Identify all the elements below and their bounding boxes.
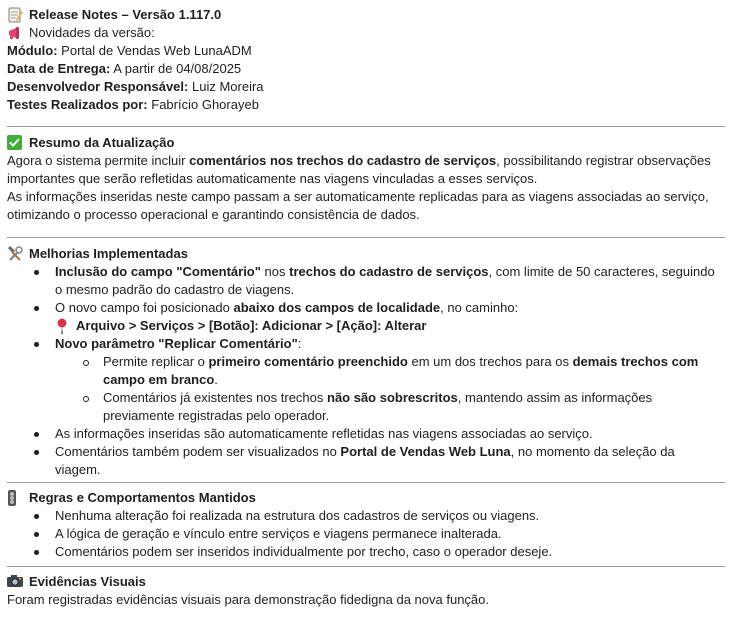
text: Agora o sistema permite incluir xyxy=(7,153,190,168)
page-title: Release Notes – Versão 1.117.0 xyxy=(29,7,222,22)
news-label: Novidades da versão: xyxy=(29,25,155,40)
field-label: Desenvolvedor Responsável: xyxy=(7,79,189,94)
field-value: Fabrício Ghorayeb xyxy=(151,97,259,112)
field-delivery-date xyxy=(7,60,725,78)
list-item xyxy=(7,443,725,479)
menu-path xyxy=(7,317,725,335)
text: O novo campo foi posicionado xyxy=(55,300,234,315)
evidence-heading xyxy=(7,573,725,591)
field-tester xyxy=(7,96,725,114)
divider xyxy=(7,237,725,238)
pushpin-icon xyxy=(55,318,71,332)
rules-heading xyxy=(7,489,725,507)
text-bold: abaixo dos campos de localidade xyxy=(233,300,441,315)
field-value: Portal de Vendas Web LunaADM xyxy=(61,43,252,58)
memo-icon xyxy=(7,7,23,21)
list-item xyxy=(7,335,725,353)
text-bold: Portal de Vendas Web Luna xyxy=(340,444,511,459)
text: : xyxy=(297,336,302,351)
text: Comentários já existentes nos trechos xyxy=(103,390,327,405)
text: Permite replicar o xyxy=(103,354,209,369)
text: , no momento da seleção da viagem. xyxy=(55,444,675,477)
check-mark-icon xyxy=(7,135,23,149)
improvements-list-end xyxy=(7,425,725,479)
summary-heading xyxy=(7,134,725,152)
text: nos xyxy=(260,264,290,279)
text-bold: Inclusão do campo "Comentário" xyxy=(55,264,261,279)
section-title: Regras e Comportamentos Mantidos xyxy=(29,490,256,505)
field-value: Luiz Moreira xyxy=(191,79,264,94)
list-item: As informações inseridas são automaticamente refletidas nas viagens associadas ao serviço. xyxy=(7,425,725,443)
text-bold: Novo parâmetro "Replicar Comentário" xyxy=(55,336,298,351)
field-value: A partir de 04/08/2025 xyxy=(113,61,242,76)
list-item: A lógica de geração e vínculo entre serviços e viagens permanece inalterada. xyxy=(7,525,725,543)
list-item: Comentários podem ser inseridos individualmente por trecho, caso o operador deseje. xyxy=(7,543,725,561)
traffic-light-icon xyxy=(7,490,23,504)
text-bold: demais trechos com campo em branco xyxy=(103,354,699,387)
field-label: Data de Entrega: xyxy=(7,61,111,76)
sub-list xyxy=(7,353,725,425)
news-row xyxy=(7,24,725,42)
improvements-list xyxy=(7,263,725,317)
section-title: Melhorias Implementadas xyxy=(29,246,188,261)
evidence-text: Foram registradas evidências visuais para demonstração fidedigna da nova função. xyxy=(7,592,489,607)
list-item xyxy=(7,299,725,317)
text-bold: primeiro comentário preenchido xyxy=(208,354,408,369)
improvements-heading xyxy=(7,245,725,263)
field-developer xyxy=(7,78,725,96)
list-item xyxy=(7,263,725,299)
text-bold: comentários nos trechos do cadastro de serviços xyxy=(189,153,497,168)
summary-paragraph-2: As informações inseridas neste campo passam a ser automaticamente replicadas para as viagens associadas ao serviço, otimizando o processo operacional e garantindo consistência de dados. xyxy=(7,189,709,222)
release-notes-document xyxy=(7,6,725,609)
text: , no caminho: xyxy=(440,300,519,315)
divider xyxy=(7,566,725,567)
list-item: Nenhuma alteração foi realizada na estrutura dos cadastros de serviços ou viagens. xyxy=(7,507,725,525)
title-row xyxy=(7,6,725,24)
hammer-wrench-icon xyxy=(7,246,23,260)
text: , com limite de 50 caracteres, seguindo o mesmo padrão do cadastro de viagens. xyxy=(55,264,715,297)
text-bold: não são sobrescritos xyxy=(327,390,458,405)
sub-list-item xyxy=(7,353,725,389)
sub-list-item xyxy=(7,389,725,425)
menu-path-text: Arquivo > Serviços > [Botão]: Adicionar > [Ação]: Alterar xyxy=(76,318,427,333)
megaphone-icon xyxy=(7,25,23,39)
improvements-list-cont xyxy=(7,335,725,353)
text: em um dos trechos para os xyxy=(407,354,573,369)
text: . xyxy=(214,372,218,387)
section-title: Evidências Visuais xyxy=(29,574,146,589)
text: , possibilitando registrar observações importantes que serão refletidas automaticamente nas viagens vinculadas a esses serviços. xyxy=(7,153,711,186)
text: , mantendo assim as informações previamente registradas pelo operador. xyxy=(103,390,653,423)
divider xyxy=(7,482,725,483)
field-label: Testes Realizados por: xyxy=(7,97,148,112)
summary-paragraph-1 xyxy=(7,152,725,188)
divider xyxy=(7,126,725,127)
text: Comentários também podem ser visualizados no xyxy=(55,444,341,459)
field-label: Módulo: xyxy=(7,43,58,58)
rules-list xyxy=(7,507,725,561)
section-title: Resumo da Atualização xyxy=(29,135,175,150)
camera-icon xyxy=(7,574,23,588)
field-module xyxy=(7,42,725,60)
text-bold: trechos do cadastro de serviços xyxy=(289,264,489,279)
